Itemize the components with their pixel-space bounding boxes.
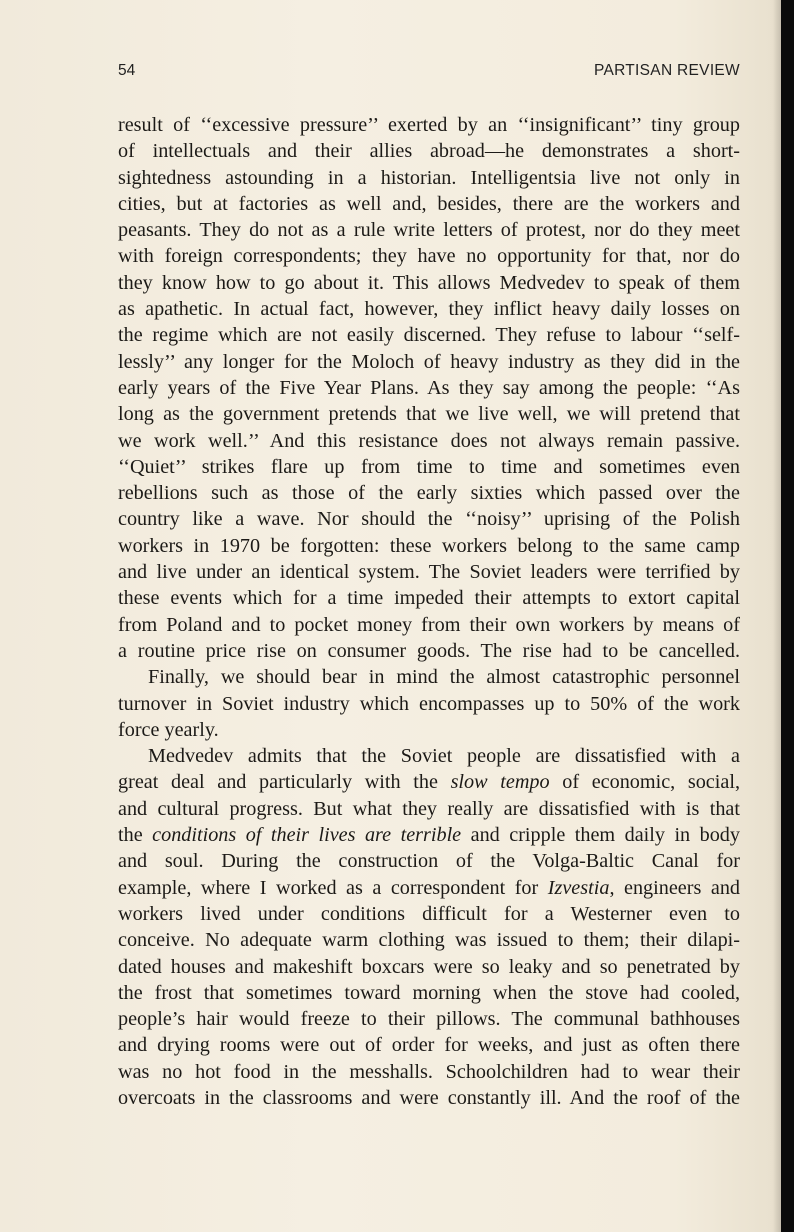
text-segment: these events which for a time impeded their attempts to extort capital <box>118 587 740 610</box>
text-segment: country like a wave. Nor should the ‘‘noisy’’ uprising of the Polish <box>118 508 740 531</box>
text-segment: and cultural progress. But what they really are dissatisfied with is that <box>118 797 740 820</box>
text-line <box>118 980 740 1006</box>
text-segment: overcoats in the classrooms and were constantly ill. And the roof of the <box>118 1086 740 1109</box>
text-segment: and cripple them daily in body <box>461 824 740 847</box>
text-line <box>118 1006 740 1032</box>
text-line <box>118 375 740 401</box>
text-line <box>118 401 740 427</box>
text-line <box>118 743 740 769</box>
text-line <box>118 822 740 848</box>
text-segment: workers in 1970 be forgotten: these workers belong to the same camp <box>118 534 740 557</box>
text-line <box>118 717 740 743</box>
text-segment: workers lived under conditions difficult for a Westerner even to <box>118 902 740 925</box>
text-line <box>118 901 740 927</box>
text-segment: we work well.’’ And this resistance does not always remain passive. <box>118 429 740 452</box>
text-line <box>118 112 740 138</box>
text-line <box>118 769 740 795</box>
text-segment: great deal and particularly with the <box>118 771 451 794</box>
running-title: PARTISAN REVIEW <box>593 62 740 79</box>
body-text <box>118 112 740 1111</box>
text-line <box>118 875 740 901</box>
page-number: 54 <box>118 62 136 79</box>
text-line <box>118 796 740 822</box>
text-line <box>118 533 740 559</box>
text-line <box>118 848 740 874</box>
text-segment: and soul. During the construction of the Volga-Baltic Canal for <box>118 850 740 873</box>
text-segment: peasants. They do not as a rule write letters of protest, nor do they meet <box>118 219 740 242</box>
text-segment: was no hot food in the messhalls. Schoolchildren had to wear their <box>118 1060 740 1083</box>
text-line <box>118 612 740 638</box>
text-segment: ‘‘Quiet’’ strikes flare up from time to time and sometimes even <box>118 455 740 478</box>
text-segment: and live under an identical system. The Soviet leaders were terrified by <box>118 561 740 584</box>
text-segment: sightedness astounding in a historian. Intelligentsia live not only in <box>118 166 740 189</box>
text-line <box>118 506 740 532</box>
scan-border <box>781 0 794 1232</box>
italic-text: conditions of their lives are terrible <box>152 824 462 847</box>
text-line <box>118 1059 740 1085</box>
italic-text: slow tempo <box>450 771 550 794</box>
text-line <box>118 138 740 164</box>
text-line <box>118 191 740 217</box>
text-segment: and drying rooms were out of order for weeks, and just as often there <box>118 1034 740 1057</box>
italic-text: Izvestia <box>547 876 610 899</box>
text-line <box>118 243 740 269</box>
text-line <box>118 322 740 348</box>
text-segment: long as the government pretends that we live well, we will pretend that <box>118 403 740 426</box>
page-edge-shadow <box>773 0 781 1232</box>
text-segment: they know how to go about it. This allows Medvedev to speak of them <box>118 271 740 294</box>
text-line <box>118 296 740 322</box>
text-segment: as apathetic. In actual fact, however, they inflict heavy daily losses on <box>118 298 740 321</box>
text-segment: early years of the Five Year Plans. As they say among the people: ‘‘As <box>118 376 740 399</box>
text-segment: conceive. No adequate warm clothing was issued to them; their dilapi- <box>118 929 740 952</box>
text-segment: the <box>118 824 153 847</box>
running-header <box>118 58 740 82</box>
text-segment: dated houses and makeshift boxcars were so leaky and so penetrated by <box>118 955 740 978</box>
text-segment: result of ‘‘excessive pressure’’ exerted by an ‘‘insignificant’’ tiny group <box>118 114 740 136</box>
text-segment: Medvedev admits that the Soviet people are dissatisfied with a <box>148 745 740 768</box>
text-line <box>118 664 740 690</box>
text-line <box>118 927 740 953</box>
text-segment: with foreign correspondents; they have no opportunity for that, nor do <box>118 245 740 268</box>
text-segment: cities, but at factories as well and, besides, there are the workers and <box>118 192 740 215</box>
text-line <box>118 480 740 506</box>
text-line <box>118 638 740 664</box>
text-segment: Finally, we should bear in mind the almost catastrophic personnel <box>148 666 740 689</box>
text-line <box>118 559 740 585</box>
text-segment: lessly’’ any longer for the Moloch of heavy industry as they did in the <box>118 350 740 373</box>
text-segment: from Poland and to pocket money from their own workers by means of <box>118 613 740 636</box>
text-segment: , engineers and <box>609 876 741 899</box>
text-line <box>118 217 740 243</box>
text-line <box>118 428 740 454</box>
text-line <box>118 165 740 191</box>
text-segment: a routine price rise on consumer goods. The rise had to be cancelled. <box>118 639 740 662</box>
text-segment: example, where I worked as a correspondent for <box>118 876 548 899</box>
text-line <box>118 1085 740 1111</box>
text-line <box>118 454 740 480</box>
text-line <box>118 585 740 611</box>
text-line <box>118 1032 740 1058</box>
text-segment: the frost that sometimes toward morning when the stove had cooled, <box>118 981 740 1004</box>
text-segment: people’s hair would freeze to their pillows. The communal bathhouses <box>118 1008 740 1031</box>
text-line <box>118 954 740 980</box>
text-segment: of intellectuals and their allies abroad—he demonstrates a short- <box>118 140 740 163</box>
text-line <box>118 270 740 296</box>
text-segment: force yearly. <box>118 718 219 741</box>
text-segment: of economic, social, <box>549 771 740 794</box>
text-segment: rebellions such as those of the early sixties which passed over the <box>118 482 740 505</box>
text-segment: the regime which are not easily discerned. They refuse to labour ‘‘self- <box>118 324 740 347</box>
text-line <box>118 691 740 717</box>
text-line <box>118 349 740 375</box>
text-segment: turnover in Soviet industry which encompasses up to 50% of the work <box>118 692 740 715</box>
